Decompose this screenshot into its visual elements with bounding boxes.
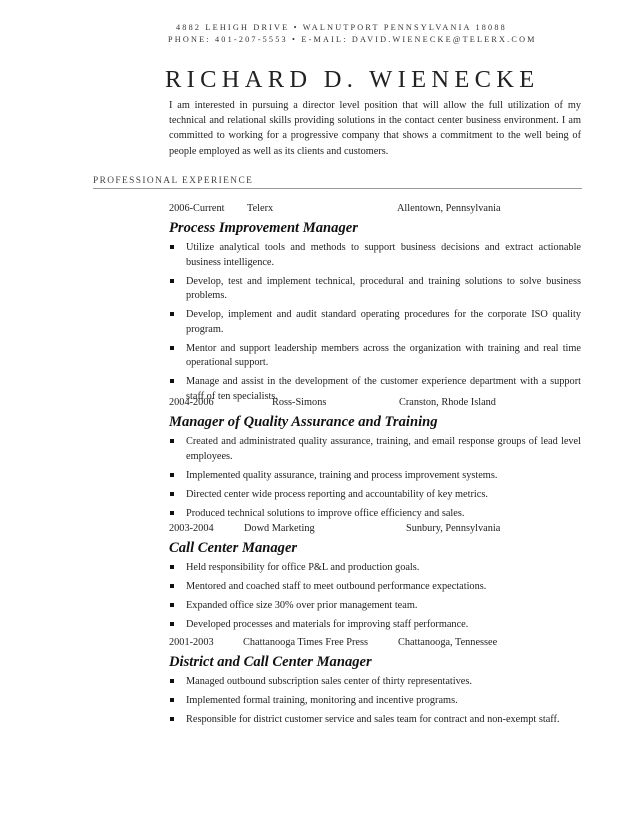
job-company: Telerx: [247, 203, 274, 214]
job-location: Allentown, Pennsylvania: [397, 203, 501, 214]
bullet-text: Produced technical solutions to improve office efficiency and sales.: [186, 507, 465, 519]
job-bullet-list: [169, 675, 581, 728]
job-title: Call Center Manager: [169, 540, 298, 556]
bullet-item: [169, 507, 581, 522]
bullet-text: Utilize analytical tools and methods to support business decisions and extract actionable business intelligence.: [186, 242, 581, 268]
bullet-square-icon: [170, 511, 174, 515]
job-bullet-list: [169, 561, 581, 633]
bullet-square-icon: [170, 565, 174, 569]
bullet-item: [169, 275, 581, 304]
job-dates: 2004-2006: [169, 397, 214, 408]
job-header: [169, 397, 581, 411]
bullet-item: [169, 694, 581, 709]
bullet-text: Implemented quality assurance, training and process improvement systems.: [186, 469, 498, 481]
job-entry: [169, 203, 581, 409]
job-entry: [169, 523, 581, 637]
bullet-square-icon: [170, 698, 174, 702]
bullet-item: [169, 342, 581, 371]
job-title: District and Call Center Manager: [169, 654, 372, 670]
objective-statement: I am interested in pursuing a director level position that will allow the full utilization of my technical and relational skills providing solutions in the contact center business environment. I am committed to working for a progressive company that shows a commitment to the well being of people employed as well as its clients and customers.: [169, 100, 581, 157]
bullet-text: Responsible for district customer service and sales team for contract and non-exempt staff.: [186, 713, 560, 725]
contact-block: [168, 22, 537, 46]
bullet-text: Implemented formal training, monitoring and incentive programs.: [186, 694, 458, 706]
candidate-name: RICHARD D. WIENECKE: [165, 66, 540, 93]
bullet-item: [169, 469, 581, 484]
bullet-square-icon: [170, 717, 174, 721]
job-location: Chattanooga, Tennessee: [398, 637, 498, 648]
bullet-square-icon: [170, 603, 174, 607]
section-title-experience: PROFESSIONAL EXPERIENCE: [93, 176, 254, 186]
job-title: Manager of Quality Assurance and Training: [169, 414, 438, 430]
bullet-item: [169, 580, 581, 595]
bullet-item: [169, 241, 581, 270]
bullet-text: Manage and assist in the development of the customer experience department with a support staff of ten specialists.: [186, 376, 581, 402]
job-company: Dowd Marketing: [244, 523, 315, 534]
bullet-text: Created and administrated quality assurance, training, and email response groups of lead level employees.: [186, 436, 581, 462]
contact-line: PHONE: 401-207-5553 • E-MAIL: DAVID.WIENECKE@TELERX.COM: [168, 35, 537, 44]
job-location: Sunbury, Pennsylvania: [406, 523, 501, 534]
job-entry: [169, 637, 581, 732]
job-dates: 2003-2004: [169, 523, 214, 534]
bullet-square-icon: [170, 379, 174, 383]
job-dates: 2001-2003: [169, 637, 214, 648]
job-header: [169, 523, 581, 537]
job-header: [169, 203, 581, 217]
bullet-text: Directed center wide process reporting and accountability of key metrics.: [186, 488, 488, 500]
bullet-item: [169, 675, 581, 690]
bullet-item: [169, 308, 581, 337]
bullet-square-icon: [170, 279, 174, 283]
bullet-text: Developed processes and materials for improving staff performance.: [186, 618, 469, 630]
bullet-text: Expanded office size 30% over prior management team.: [186, 599, 418, 611]
bullet-square-icon: [170, 492, 174, 496]
bullet-square-icon: [170, 312, 174, 316]
bullet-square-icon: [170, 245, 174, 249]
job-bullet-list: [169, 241, 581, 405]
bullet-square-icon: [170, 473, 174, 477]
bullet-square-icon: [170, 584, 174, 588]
bullet-text: Managed outbound subscription sales center of thirty representatives.: [186, 676, 472, 687]
bullet-square-icon: [170, 622, 174, 626]
job-dates: 2006-Current: [169, 203, 225, 214]
bullet-item: [169, 488, 581, 503]
bullet-square-icon: [170, 346, 174, 350]
bullet-item: [169, 561, 581, 576]
bullet-item: [169, 599, 581, 614]
job-location: Cranston, Rhode Island: [399, 397, 496, 408]
bullet-text: Mentored and coached staff to meet outbound performance expectations.: [186, 580, 487, 592]
job-bullet-list: [169, 435, 581, 521]
job-header: [169, 637, 581, 651]
section-divider: [93, 188, 582, 189]
bullet-square-icon: [170, 439, 174, 443]
job-entry: [169, 397, 581, 526]
bullet-item: [169, 435, 581, 464]
job-title: Process Improvement Manager: [169, 220, 358, 236]
bullet-item: [169, 618, 581, 633]
bullet-text: Held responsibility for office P&L and production goals.: [186, 562, 420, 573]
bullet-text: Mentor and support leadership members across the organization with training and real time operational support.: [186, 342, 581, 369]
job-company: Chattanooga Times Free Press: [243, 637, 368, 648]
bullet-item: [169, 713, 581, 728]
bullet-text: Develop, implement and audit standard operating procedures for the corporate ISO quality program.: [186, 309, 581, 335]
bullet-square-icon: [170, 679, 174, 683]
address-line: 4882 LEHIGH DRIVE • WALNUTPORT PENNSYLVANIA 18088: [176, 23, 507, 32]
job-company: Ross-Simons: [272, 397, 327, 408]
bullet-text: Develop, test and implement technical, procedural and training solutions to solve business problems.: [186, 275, 581, 302]
